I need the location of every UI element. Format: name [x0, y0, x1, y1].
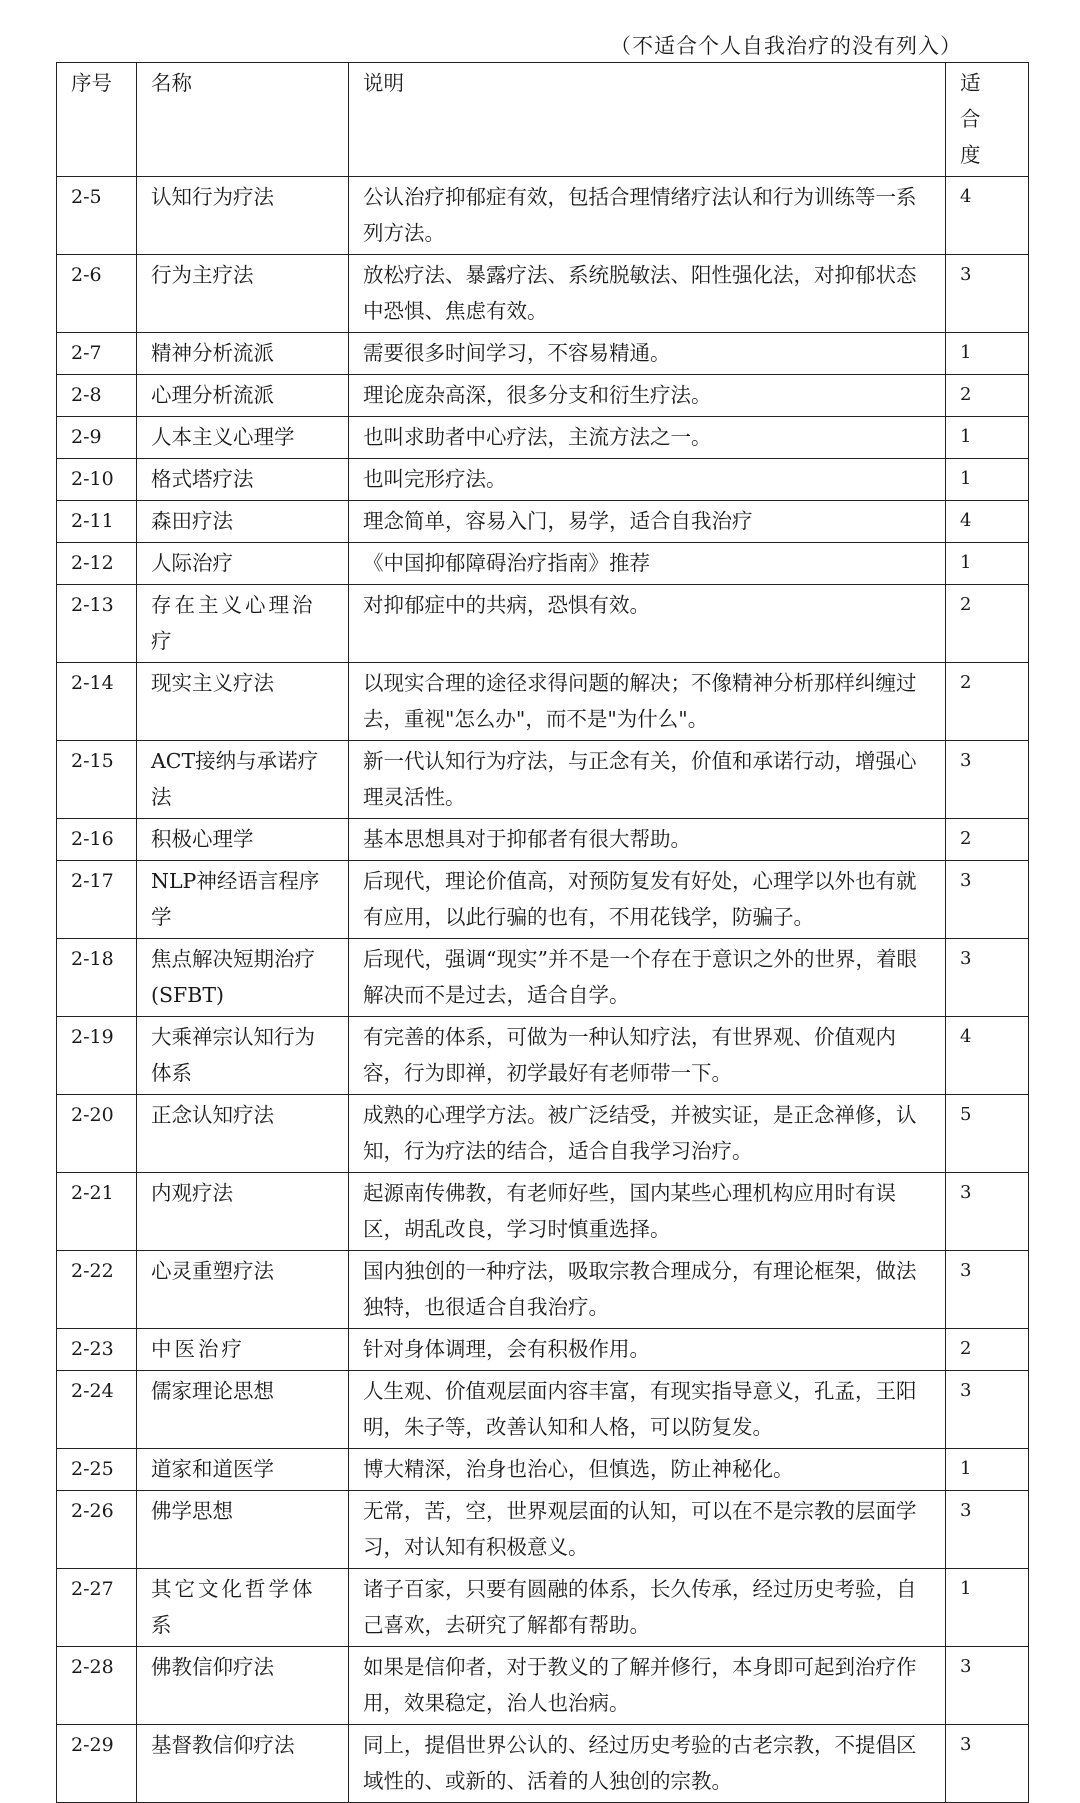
cell-desc: 《中国抑郁障碍治疗指南》推荐 [349, 543, 946, 585]
cell-desc: 成熟的心理学方法。被广泛结受，并被实证，是正念禅修，认知，行为疗法的结合，适合自我学习治疗。 [349, 1095, 946, 1173]
cell-id: 2-13 [57, 585, 137, 663]
cell-desc: 国内独创的一种疗法，吸取宗教合理成分，有理论框架，做法独特，也很适合自我治疗。 [349, 1251, 946, 1329]
table-row [57, 1251, 1029, 1329]
table-row [57, 501, 1029, 543]
cell-name: 道家和道医学 [137, 1449, 349, 1491]
cell-score: 3 [946, 1371, 1029, 1449]
table-row [57, 1371, 1029, 1449]
table-row [57, 1647, 1029, 1725]
table-row [57, 1329, 1029, 1371]
cell-desc: 以现实合理的途径求得问题的解决；不像精神分析那样纠缠过去，重视"怎么办"，而不是"为什么"。 [349, 663, 946, 741]
cell-name: NLP神经语言程序学 [137, 861, 349, 939]
cell-name: 心灵重塑疗法 [137, 1251, 349, 1329]
table-row [57, 255, 1029, 333]
cell-id: 2-25 [57, 1449, 137, 1491]
cell-score: 1 [946, 1569, 1029, 1647]
cell-id: 2-9 [57, 417, 137, 459]
cell-id: 2-18 [57, 939, 137, 1017]
cell-name: 基督教信仰疗法 [137, 1725, 349, 1803]
cell-score: 4 [946, 177, 1029, 255]
table-row [57, 177, 1029, 255]
cell-id: 2-19 [57, 1017, 137, 1095]
table-row [57, 375, 1029, 417]
cell-id: 2-16 [57, 819, 137, 861]
table-row [57, 819, 1029, 861]
cell-score: 2 [946, 375, 1029, 417]
table-row [57, 1569, 1029, 1647]
cell-name: 其它文化哲学体系 [137, 1569, 349, 1647]
cell-desc: 理论庞杂高深，很多分支和衍生疗法。 [349, 375, 946, 417]
cell-score: 1 [946, 459, 1029, 501]
cell-desc: 需要很多时间学习，不容易精通。 [349, 333, 946, 375]
cell-desc: 人生观、价值观层面内容丰富，有现实指导意义，孔孟，王阳明，朱子等，改善认知和人格，可以防复发。 [349, 1371, 946, 1449]
cell-name: 正念认知疗法 [137, 1095, 349, 1173]
cell-score: 3 [946, 1491, 1029, 1569]
cell-name: 人本主义心理学 [137, 417, 349, 459]
cell-desc: 无常，苦，空，世界观层面的认知，可以在不是宗教的层面学习，对认知有积极意义。 [349, 1491, 946, 1569]
table-row [57, 1491, 1029, 1569]
cell-desc: 公认治疗抑郁症有效，包括合理情绪疗法认和行为训练等一系列方法。 [349, 177, 946, 255]
cell-name: 佛学思想 [137, 1491, 349, 1569]
cell-desc: 博大精深，治身也治心，但慎选，防止神秘化。 [349, 1449, 946, 1491]
cell-name: 格式塔疗法 [137, 459, 349, 501]
cell-desc: 放松疗法、暴露疗法、系统脱敏法、阳性强化法，对抑郁状态中恐惧、焦虑有效。 [349, 255, 946, 333]
cell-score: 1 [946, 1449, 1029, 1491]
header-id: 序号 [57, 63, 137, 177]
table-row [57, 663, 1029, 741]
cell-name: 儒家理论思想 [137, 1371, 349, 1449]
cell-score: 2 [946, 585, 1029, 663]
cell-id: 2-5 [57, 177, 137, 255]
cell-score: 5 [946, 1095, 1029, 1173]
table-row [57, 543, 1029, 585]
cell-score: 3 [946, 1173, 1029, 1251]
cell-desc: 后现代，理论价值高，对预防复发有好处，心理学以外也有就有应用，以此行骗的也有，不用花钱学，防骗子。 [349, 861, 946, 939]
cell-score: 2 [946, 1329, 1029, 1371]
cell-name: 现实主义疗法 [137, 663, 349, 741]
cell-id: 2-14 [57, 663, 137, 741]
cell-desc: 起源南传佛教，有老师好些，国内某些心理机构应用时有误区，胡乱改良，学习时慎重选择。 [349, 1173, 946, 1251]
cell-id: 2-26 [57, 1491, 137, 1569]
cell-id: 2-28 [57, 1647, 137, 1725]
cell-id: 2-20 [57, 1095, 137, 1173]
cell-score: 3 [946, 939, 1029, 1017]
cell-score: 1 [946, 417, 1029, 459]
cell-id: 2-17 [57, 861, 137, 939]
cell-desc: 诸子百家，只要有圆融的体系，长久传承，经过历史考验，自己喜欢，去研究了解都有帮助。 [349, 1569, 946, 1647]
table-row [57, 417, 1029, 459]
table-header-row [57, 63, 1029, 177]
cell-id: 2-15 [57, 741, 137, 819]
cell-name: 焦点解决短期治疗(SFBT) [137, 939, 349, 1017]
cell-score: 2 [946, 663, 1029, 741]
header-desc: 说明 [349, 63, 946, 177]
table-body [57, 177, 1029, 1803]
cell-score: 3 [946, 861, 1029, 939]
cell-id: 2-8 [57, 375, 137, 417]
cell-name: 人际治疗 [137, 543, 349, 585]
cell-name: 认知行为疗法 [137, 177, 349, 255]
cell-id: 2-10 [57, 459, 137, 501]
cell-desc: 对抑郁症中的共病，恐惧有效。 [349, 585, 946, 663]
table-row [57, 585, 1029, 663]
cell-name: 内观疗法 [137, 1173, 349, 1251]
cell-id: 2-7 [57, 333, 137, 375]
cell-score: 1 [946, 543, 1029, 585]
cell-desc: 后现代，强调“现实”并不是一个存在于意识之外的世界，着眼解决而不是过去，适合自学。 [349, 939, 946, 1017]
table-row [57, 459, 1029, 501]
cell-id: 2-27 [57, 1569, 137, 1647]
therapy-table [56, 62, 1029, 1803]
cell-id: 2-11 [57, 501, 137, 543]
cell-desc: 有完善的体系，可做为一种认知疗法，有世界观、价值观内容，行为即禅，初学最好有老师带一下。 [349, 1017, 946, 1095]
table-row [57, 1725, 1029, 1803]
cell-id: 2-21 [57, 1173, 137, 1251]
cell-score: 2 [946, 819, 1029, 861]
cell-name: 积极心理学 [137, 819, 349, 861]
cell-name: 中医治疗 [137, 1329, 349, 1371]
cell-id: 2-12 [57, 543, 137, 585]
header-name: 名称 [137, 63, 349, 177]
cell-name: 精神分析流派 [137, 333, 349, 375]
cell-desc: 针对身体调理，会有积极作用。 [349, 1329, 946, 1371]
cell-name: 存在主义心理治疗 [137, 585, 349, 663]
cell-score: 4 [946, 1017, 1029, 1095]
table-row [57, 1017, 1029, 1095]
cell-score: 3 [946, 255, 1029, 333]
cell-desc: 新一代认知行为疗法，与正念有关，价值和承诺行动，增强心理灵活性。 [349, 741, 946, 819]
cell-desc: 也叫求助者中心疗法，主流方法之一。 [349, 417, 946, 459]
table-row [57, 1173, 1029, 1251]
cell-id: 2-29 [57, 1725, 137, 1803]
cell-name: 森田疗法 [137, 501, 349, 543]
table-row [57, 1095, 1029, 1173]
cell-id: 2-22 [57, 1251, 137, 1329]
cell-name: 心理分析流派 [137, 375, 349, 417]
cell-desc: 同上，提倡世界公认的、经过历史考验的古老宗教，不提倡区域性的、或新的、活着的人独创的宗教。 [349, 1725, 946, 1803]
cell-score: 1 [946, 333, 1029, 375]
cell-score: 3 [946, 1725, 1029, 1803]
cell-id: 2-6 [57, 255, 137, 333]
table-row [57, 741, 1029, 819]
cell-name: 行为主疗法 [137, 255, 349, 333]
cell-id: 2-23 [57, 1329, 137, 1371]
table-row [57, 861, 1029, 939]
cell-desc: 理念简单，容易入门，易学，适合自我治疗 [349, 501, 946, 543]
cell-desc: 基本思想具对于抑郁者有很大帮助。 [349, 819, 946, 861]
cell-name: 佛教信仰疗法 [137, 1647, 349, 1725]
cell-id: 2-24 [57, 1371, 137, 1449]
cell-score: 3 [946, 1251, 1029, 1329]
table-row [57, 333, 1029, 375]
cell-score: 4 [946, 501, 1029, 543]
header-score: 适合度 [946, 63, 1029, 177]
cell-score: 3 [946, 741, 1029, 819]
cell-desc: 也叫完形疗法。 [349, 459, 946, 501]
exclusion-note: （不适合个人自我治疗的没有列入） [610, 34, 962, 58]
cell-name: 大乘禅宗认知行为体系 [137, 1017, 349, 1095]
cell-score: 3 [946, 1647, 1029, 1725]
table-row [57, 1449, 1029, 1491]
cell-desc: 如果是信仰者，对于教义的了解并修行，本身即可起到治疗作用，效果稳定，治人也治病。 [349, 1647, 946, 1725]
cell-name: ACT接纳与承诺疗法 [137, 741, 349, 819]
table-row [57, 939, 1029, 1017]
